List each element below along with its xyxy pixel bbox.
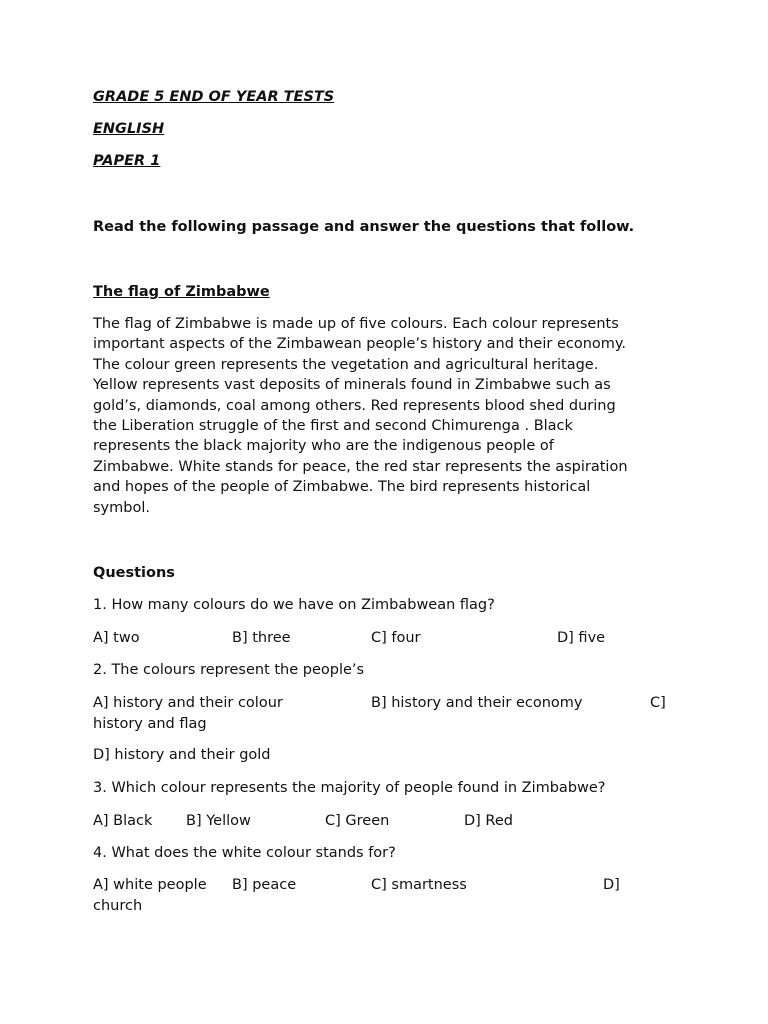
option-b: B] history and their economy [371, 695, 583, 711]
passage-line: and hopes of the people of Zimbabwe. The bird represents historical [93, 479, 591, 496]
option-a: A] white people [93, 877, 207, 893]
option-d-label: D] [603, 877, 620, 893]
questions-heading: Questions [93, 565, 175, 581]
grade-heading: GRADE 5 END OF YEAR TESTS [93, 89, 335, 105]
subject-heading: ENGLISH [93, 121, 165, 137]
option-d: D] Red [464, 813, 513, 829]
passage-title: The flag of Zimbabwe [93, 284, 270, 300]
instruction-text: Read the following passage and answer the questions that follow. [93, 219, 635, 235]
question-4-options [93, 875, 683, 919]
option-c: C] smartness [371, 877, 467, 893]
option-a: A] Black [93, 813, 153, 829]
option-d: D] history and their gold [93, 747, 271, 763]
question-4: 4. What does the white colour stands for? [93, 845, 396, 861]
option-b: B] Yellow [186, 813, 251, 829]
passage-line: Zimbabwe. White stands for peace, the red star represents the aspiration [93, 458, 628, 475]
passage-line: The flag of Zimbabwe is made up of five colours. Each colour represents [93, 316, 619, 332]
option-c: C] four [371, 630, 421, 646]
question-2-options [93, 693, 683, 737]
passage-line: the Liberation struggle of the first and second Chimurenga . Black [93, 418, 573, 435]
passage-body [93, 314, 683, 518]
passage-line: symbol. [93, 499, 150, 516]
option-a: A] history and their colour [93, 695, 283, 711]
question-1: 1. How many colours do we have on Zimbabwean flag? [93, 597, 495, 613]
passage-line: important aspects of the Zimbawean people’s history and their economy. [93, 336, 627, 353]
passage-line: gold’s, diamonds, coal among others. Red represents blood shed during [93, 397, 616, 414]
paper-heading: PAPER 1 [93, 153, 161, 169]
question-2: 2. The colours represent the people’s [93, 662, 365, 678]
option-a: A] two [93, 630, 140, 646]
option-d: D] five [557, 630, 606, 646]
option-c-text: history and flag [93, 716, 207, 732]
option-c-label: C] [650, 695, 666, 711]
option-b: B] three [232, 630, 291, 646]
passage-line: represents the black majority who are the indigenous people of [93, 438, 554, 455]
option-c: C] Green [325, 813, 390, 829]
passage-line: The colour green represents the vegetation and agricultural heritage. [93, 356, 599, 373]
test-page [93, 0, 693, 1024]
passage-line: Yellow represents vast deposits of minerals found in Zimbabwe such as [93, 377, 611, 394]
option-b: B] peace [232, 877, 297, 893]
option-d-text: church [93, 898, 143, 914]
question-3: 3. Which colour represents the majority of people found in Zimbabwe? [93, 780, 606, 796]
